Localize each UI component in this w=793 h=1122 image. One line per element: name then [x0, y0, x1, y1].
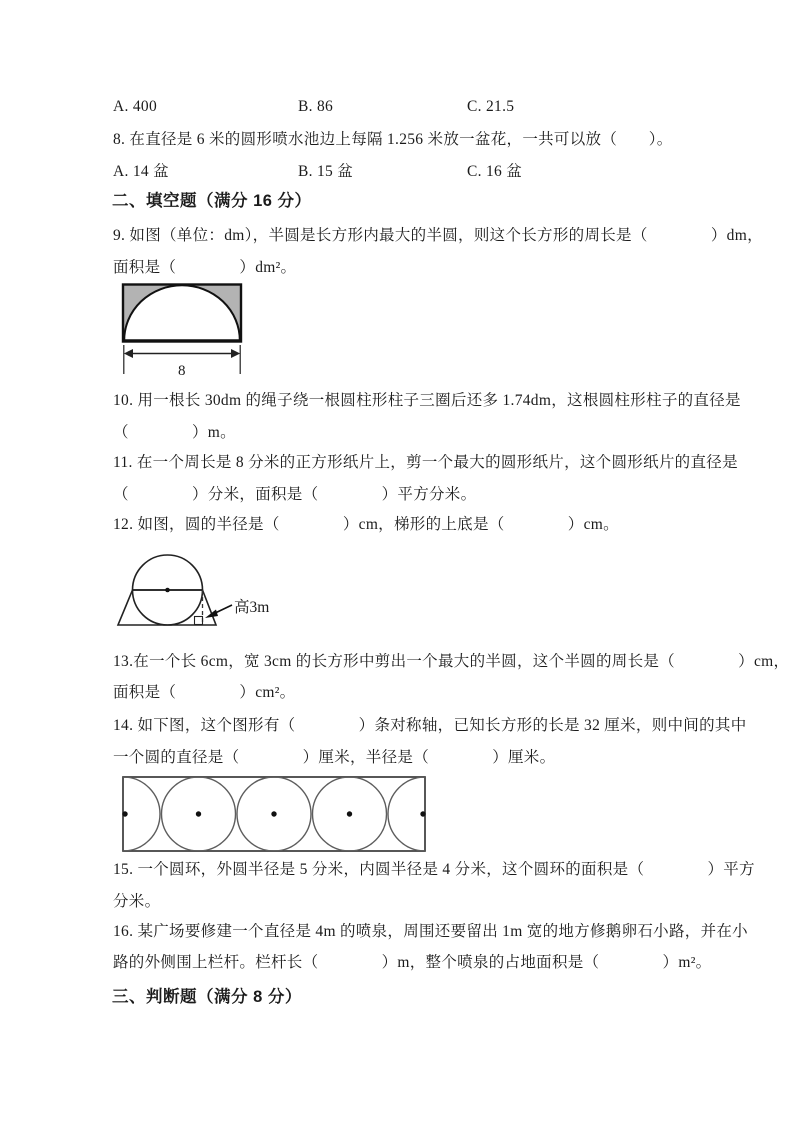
q7-option-b: B. 86 — [298, 98, 334, 115]
question-10-line2: （ ）m。 — [113, 424, 236, 441]
q9-dim-label: 8 — [178, 363, 186, 379]
question-11-line2: （ ）分米，面积是（ ）平方分米。 — [113, 486, 477, 503]
q9-dim-arrowhead-right — [231, 349, 240, 358]
question-9-line2: 面积是（ ）dm²。 — [113, 259, 297, 276]
question-15-line2: 分米。 — [113, 893, 161, 910]
q7-options-row — [0, 97, 793, 117]
question-8-text: 8. 在直径是 6 米的圆形喷水池边上每隔 1.256 米放一盆花，一共可以放（ ）。 — [113, 131, 673, 148]
q14-center-dot-5 — [420, 811, 425, 816]
q12-center-dot — [165, 588, 170, 593]
q8-option-a: A. 14 盆 — [113, 163, 169, 180]
q12-right-angle-mark — [195, 617, 203, 625]
q12-pointer-arrowhead — [205, 610, 218, 619]
q14-figure-circles-in-rectangle — [121, 775, 429, 855]
q14-center-dot-1 — [122, 811, 127, 816]
question-13-line2: 面积是（ ）cm²。 — [113, 684, 296, 701]
q14-center-dot-4 — [347, 811, 352, 816]
q12-figure-circle-and-trapezoid — [112, 548, 312, 660]
q8-option-b: B. 15 盆 — [298, 163, 354, 180]
question-11-line1: 11. 在一个周长是 8 分米的正方形纸片上，剪一个最大的圆形纸片，这个圆形纸片的直径是 — [113, 454, 738, 471]
question-14-line2: 一个圆的直径是（ ）厘米，半径是（ ）厘米。 — [113, 749, 556, 766]
question-16-line1: 16. 某广场要修建一个直径是 4m 的喷泉，周围还要留出 1m 宽的地方修鹅卵石小路，并在小 — [113, 923, 748, 940]
question-15-line1: 15. 一个圆环，外圆半径是 5 分米，内圆半径是 4 分米，这个圆环的面积是（ ）平方 — [113, 861, 755, 878]
question-9-line1: 9. 如图（单位：dm），半圆是长方形内最大的半圆，则这个长方形的周长是（ ）dm， — [113, 227, 763, 244]
question-16-line2: 路的外侧围上栏杆。栏杆长（ ）m，整个喷泉的占地面积是（ ）m²。 — [113, 954, 712, 971]
q12-height-label: 高3m — [234, 599, 270, 616]
q9-figure-semicircle-in-rectangle — [119, 282, 255, 380]
q8-options-row — [0, 162, 793, 182]
section-judge-heading: 三、判断题（满分 8 分） — [112, 988, 302, 1006]
q14-center-dot-2 — [196, 811, 201, 816]
section-fill-in-heading: 二、填空题（满分 16 分） — [112, 192, 312, 210]
question-10-line1: 10. 用一根长 30dm 的绳子绕一根圆柱形柱子三圈后还多 1.74dm，这根圆柱形柱子的直径是 — [113, 392, 741, 409]
question-12-text: 12. 如图，圆的半径是（ ）cm，梯形的上底是（ ）cm。 — [113, 516, 619, 533]
q9-dim-arrowhead-left — [124, 349, 133, 358]
q7-option-c: C. 21.5 — [467, 98, 515, 115]
q8-option-c: C. 16 盆 — [467, 163, 523, 180]
question-13-line1: 13.在一个长 6cm，宽 3cm 的长方形中剪出一个最大的半圆，这个半圆的周长是（ ）cm， — [113, 653, 790, 670]
question-14-line1: 14. 如下图，这个图形有（ ）条对称轴，已知长方形的长是 32 厘米，则中间的其中 — [113, 717, 747, 734]
q14-center-dot-3 — [271, 811, 276, 816]
q7-option-a: A. 400 — [113, 98, 157, 115]
